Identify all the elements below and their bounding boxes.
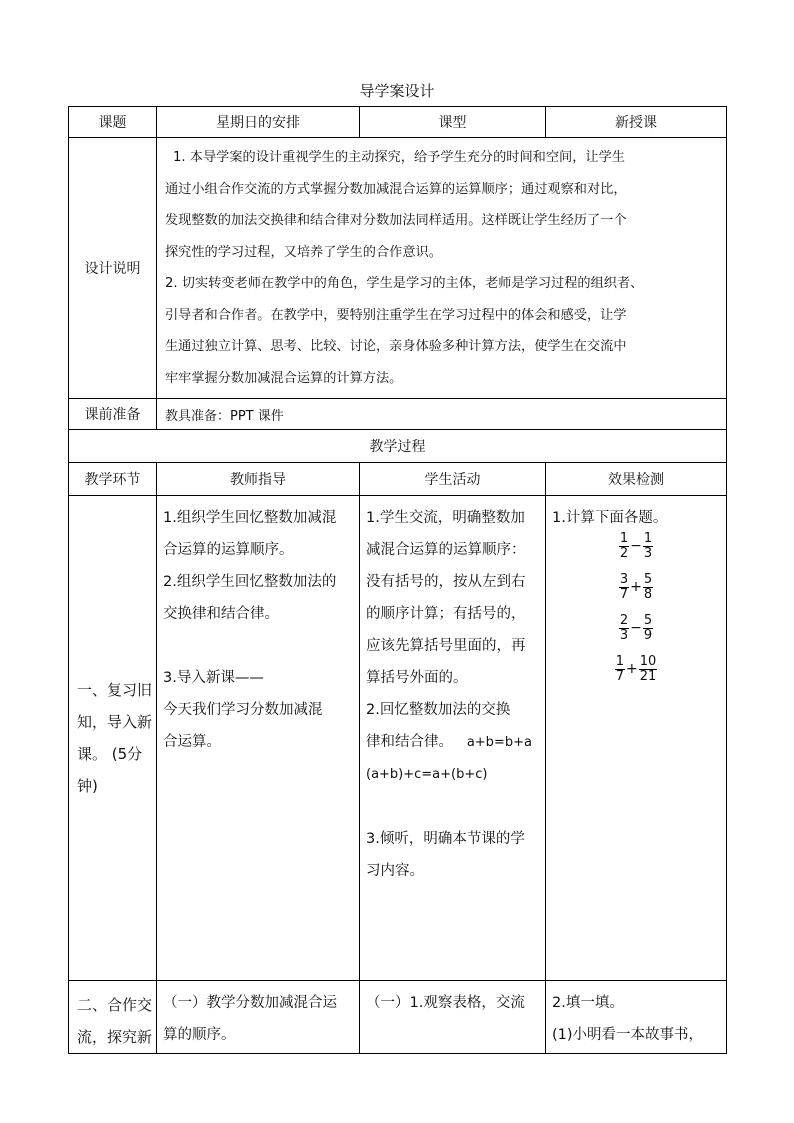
header-row [69, 107, 727, 138]
col-stage: 教学环节 [69, 463, 157, 496]
design-para2-line4: 牢牢掌握分数加减混合运算的计算方法。 [165, 370, 403, 386]
prep-label: 课前准备 [69, 399, 157, 430]
section2-check [546, 981, 727, 1054]
section1-row [69, 496, 727, 981]
student-step3-line2: 习内容。 [366, 863, 424, 879]
design-para1-line3: 发现整数的加法交换律和结合律对分数加法同样适用。这样既让学生经历了一个 [165, 213, 627, 228]
section2-stage: 二、合作交流，探究新 [69, 981, 157, 1054]
student-step2-line1: 2.回忆整数加法的交换 [366, 702, 511, 718]
document-title: 导学案设计 [359, 82, 435, 100]
student-step1-line2: 减混合运算的运算顺序： [366, 542, 526, 558]
fraction: $\frac{1}{7}$ [615, 653, 624, 684]
teacher-step1-line1: 1.组织学生回忆整数加减混 [163, 510, 337, 526]
section1-stage: 一、复习旧知，导入新课。 (5分钟) [69, 496, 157, 981]
fraction: $\frac{1}{3}$ [643, 530, 653, 561]
design-para1-line1: 1. 本导学案的设计重视学生的主动探究，给予学生充分的时间和空间，让学生 [173, 150, 625, 165]
process-title: 教学过程 [69, 430, 727, 463]
design-para2-line1: 2. 切实转变老师在教学中的角色，学生是学习的主体，老师是学习过程的组织者、 [165, 276, 644, 291]
type-value: 新授课 [546, 107, 727, 138]
col-teacher: 教师指导 [157, 463, 360, 496]
exercise-list [552, 530, 720, 694]
student-step2-text: 律和结合律。 [366, 734, 453, 750]
student-step1-line5: 应该先算括号里面的，再 [366, 638, 526, 654]
section2-teacher [157, 981, 360, 1054]
student-step2-line2 [366, 726, 539, 759]
fraction: $\frac{1}{2}$ [619, 530, 629, 561]
teacher-step2-line1: 2.组织学生回忆整数加法的 [163, 574, 337, 590]
student-step1-line6: 算括号外面的。 [366, 670, 468, 686]
design-para2-line3: 生通过独立计算、思考、比较、讨论，亲身体验多种计算方法，使学生在交流中 [165, 339, 627, 354]
section2-student [360, 981, 546, 1054]
process-title-row [69, 430, 727, 463]
col-student: 学生活动 [360, 463, 546, 496]
type-label: 课型 [360, 107, 546, 138]
design-label: 设计说明 [69, 138, 157, 399]
fraction: $\frac{5}{9}$ [643, 612, 653, 643]
exercise-2 [552, 571, 720, 612]
teacher-step3-line2: 今天我们学习分数加减混 [163, 702, 323, 718]
spacer [366, 791, 539, 823]
fraction: $\frac{2}{3}$ [619, 612, 629, 643]
col-check: 效果检测 [546, 463, 727, 496]
section2-student-line1: （一）1.观察表格，交流 [366, 995, 525, 1011]
fraction: $\frac{5}{8}$ [643, 571, 653, 602]
operator: + [626, 661, 638, 677]
section2-check-line1: 2.填一填。 [552, 995, 624, 1011]
operator: + [630, 579, 642, 595]
fraction: $\frac{3}{7}$ [619, 571, 629, 602]
exercise-4 [552, 653, 720, 694]
associative-law: (a+b)+c=a+(b+c) [366, 767, 488, 782]
design-para1-line4: 探究性的学习过程，又培养了学生的合作意识。 [165, 244, 442, 260]
exercise-1 [552, 530, 720, 571]
topic-label: 课题 [69, 107, 157, 138]
student-step3-line1: 3.倾听，明确本节课的学 [366, 831, 525, 847]
design-text [157, 138, 727, 399]
check-intro: 1.计算下面各题。 [552, 510, 668, 526]
teacher-step3-line1: 3.导入新课—— [163, 670, 264, 686]
student-step1-line1: 1.学生交流，明确整数加 [366, 510, 525, 526]
spacer [163, 630, 353, 662]
student-step1-line3: 没有括号的，按从左到右 [366, 574, 526, 590]
section1-check [546, 496, 727, 981]
section1-teacher [157, 496, 360, 981]
topic-value: 星期日的安排 [157, 107, 360, 138]
exercise-3 [552, 612, 720, 653]
prep-text: 教具准备：PPT 课件 [157, 399, 727, 430]
teacher-step1-line2: 合运算的运算顺序。 [163, 542, 294, 558]
operator: − [630, 620, 642, 636]
section2-teacher-line1: （一）教学分数加减混合运 [163, 995, 337, 1011]
design-para1-line2: 通过小组合作交流的方式掌握分数加减混合运算的运算顺序；通过观察和对比， [165, 181, 627, 197]
section2-check-line2: (1)小明看一本故事书， [552, 1027, 704, 1043]
commutative-law: a+b=b+a [466, 735, 532, 750]
operator: − [630, 538, 642, 554]
teacher-step3-line3: 合运算。 [163, 734, 221, 750]
section2-teacher-line2: 算的顺序。 [163, 1027, 236, 1043]
process-header-row [69, 463, 727, 496]
lesson-plan-table [68, 106, 727, 1054]
fraction: $\frac{10}{21}$ [639, 653, 657, 684]
prep-row [69, 399, 727, 430]
section1-student [360, 496, 546, 981]
design-row [69, 138, 727, 399]
design-para2-line2: 引导者和合作者。在教学中，要特别注重学生在学习过程中的体会和感受，让学 [165, 307, 627, 323]
teacher-step2-line2: 交换律和结合律。 [163, 606, 279, 622]
student-step1-line4: 的顺序计算；有括号的， [366, 606, 526, 622]
section2-row [69, 981, 727, 1054]
